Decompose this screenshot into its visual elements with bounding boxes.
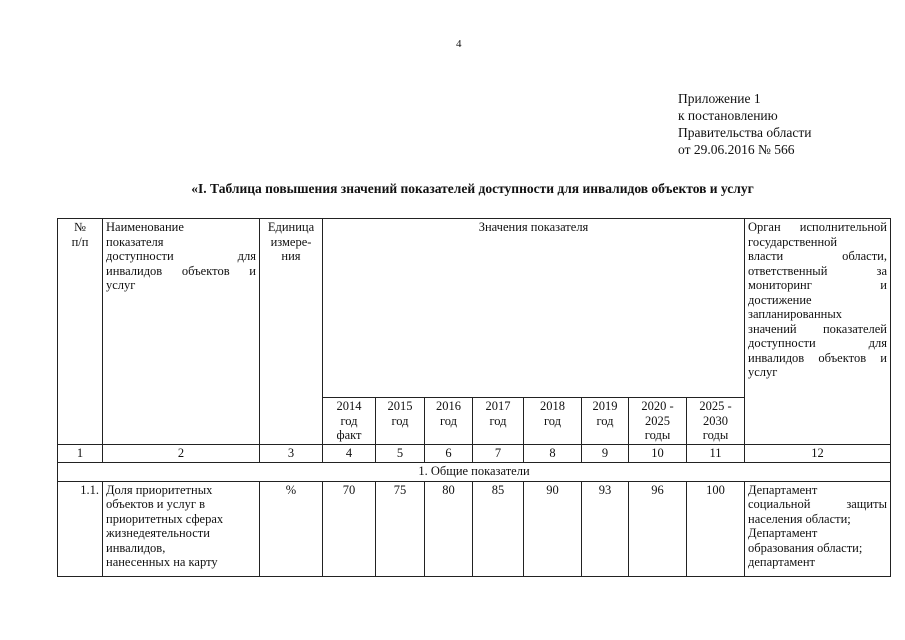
year-line: год <box>543 413 562 428</box>
year-2017 <box>473 398 524 445</box>
year-line: 2019 <box>592 399 618 413</box>
header-values: Значения показателя <box>323 219 745 398</box>
column-number: 6 <box>425 445 473 463</box>
year-line: год <box>596 413 614 428</box>
row-value: 96 <box>629 481 687 576</box>
header-num <box>58 219 103 445</box>
row-unit: % <box>260 481 323 576</box>
year-line: 2030 <box>703 413 728 428</box>
header-organ-line: государственной <box>748 234 838 249</box>
year-line: 2015 <box>387 399 413 413</box>
column-number: 11 <box>687 445 745 463</box>
year-2019 <box>582 398 629 445</box>
column-number: 3 <box>260 445 323 463</box>
column-number: 5 <box>376 445 425 463</box>
row-organ-line: департамент <box>748 555 816 569</box>
header-name-line: услуг <box>106 278 136 292</box>
header-organ-line: мониторинг и <box>748 278 887 292</box>
header-organ-line: ответственный за <box>748 263 887 278</box>
row-name-line: жизнедеятельности <box>106 526 210 540</box>
year-line: 2025 <box>645 413 670 428</box>
year-2016 <box>425 398 473 445</box>
header-name-line: Наименование <box>106 220 184 234</box>
column-number: 4 <box>323 445 376 463</box>
row-name-line: Доля приоритетных <box>106 482 213 497</box>
header-num-line: п/п <box>71 234 89 249</box>
header-organ-line: инвалидов объектов и <box>748 350 887 365</box>
row-value: 75 <box>376 481 425 576</box>
year-line: год <box>340 413 358 428</box>
year-2015 <box>376 398 425 445</box>
header-organ-line: значений показателей <box>748 321 887 336</box>
row-num: 1.1. <box>58 481 103 576</box>
year-line: 2017 <box>485 399 511 413</box>
header-organ-line: достижение <box>748 292 812 307</box>
section-row <box>58 462 891 481</box>
row-organ-line: Департамент <box>748 482 818 497</box>
section-title: 1. Общие показатели <box>58 462 891 481</box>
appendix-line: от 29.06.2016 № 566 <box>678 142 795 157</box>
header-organ-line: услуг <box>748 365 778 379</box>
header-organ <box>745 219 891 445</box>
row-organ-line: населения области; <box>748 511 851 526</box>
year-2025-2030 <box>687 398 745 445</box>
header-organ-line: Орган исполнительной <box>748 220 887 234</box>
row-organ-line: социальной защиты <box>748 497 887 511</box>
appendix-line: Приложение 1 <box>678 91 761 106</box>
header-name <box>103 219 260 445</box>
row-name-line: инвалидов, <box>106 540 166 555</box>
row-name-line: объектов и услуг в <box>106 497 206 511</box>
header-row <box>58 219 891 398</box>
row-value: 90 <box>524 481 582 576</box>
header-num-line: № <box>74 220 86 234</box>
header-organ-line: доступности для <box>748 336 887 350</box>
indicators-table <box>57 218 891 577</box>
row-value: 100 <box>687 481 745 576</box>
year-line: год <box>391 413 409 428</box>
row-organ-line: Департамент <box>748 526 818 540</box>
header-name-line: инвалидов объектов и <box>106 263 256 278</box>
year-line: 2016 <box>436 399 461 413</box>
row-value: 85 <box>473 481 524 576</box>
header-unit <box>260 219 323 445</box>
year-line: годы <box>702 428 729 442</box>
row-value: 80 <box>425 481 473 576</box>
year-line: 2025 - <box>699 399 732 413</box>
year-line: год <box>489 413 507 428</box>
row-name-line: приоритетных сферах <box>106 511 224 526</box>
row-organ <box>745 481 891 576</box>
column-number: 2 <box>103 445 260 463</box>
row-organ-line: образования области; <box>748 540 863 555</box>
year-line: 2014 <box>336 399 362 413</box>
row-name <box>103 481 260 576</box>
header-unit-line: Единица <box>267 220 315 234</box>
column-number: 8 <box>524 445 582 463</box>
appendix-line: к постановлению <box>678 108 778 123</box>
header-organ-line: власти области, <box>748 249 887 263</box>
column-numbers-row <box>58 445 891 463</box>
year-2018 <box>524 398 582 445</box>
appendix-line: Правительства области <box>678 125 812 140</box>
year-2020-2025 <box>629 398 687 445</box>
page-number: 4 <box>456 38 462 50</box>
year-2014 <box>323 398 376 445</box>
year-line: 2018 <box>540 399 565 413</box>
column-number: 12 <box>745 445 891 463</box>
table-row <box>58 481 891 576</box>
table-title: «I. Таблица повышения значений показателей доступности для инвалидов объектов и услуг <box>191 181 754 196</box>
column-number: 1 <box>58 445 103 463</box>
year-line: 2020 - <box>641 399 674 413</box>
year-line: факт <box>336 428 362 442</box>
header-name-line: показателя <box>106 234 164 249</box>
year-line: год <box>439 413 458 428</box>
column-number: 9 <box>582 445 629 463</box>
row-value: 70 <box>323 481 376 576</box>
column-number: 7 <box>473 445 524 463</box>
appendix-block <box>678 90 811 158</box>
year-line: годы <box>644 428 671 442</box>
header-unit-line: ния <box>281 249 301 263</box>
row-value: 93 <box>582 481 629 576</box>
header-organ-line: запланированных <box>748 307 842 321</box>
header-name-line: доступности для <box>106 249 256 263</box>
header-unit-line: измере- <box>270 234 312 249</box>
row-name-line: нанесенных на карту <box>106 555 218 569</box>
column-number: 10 <box>629 445 687 463</box>
